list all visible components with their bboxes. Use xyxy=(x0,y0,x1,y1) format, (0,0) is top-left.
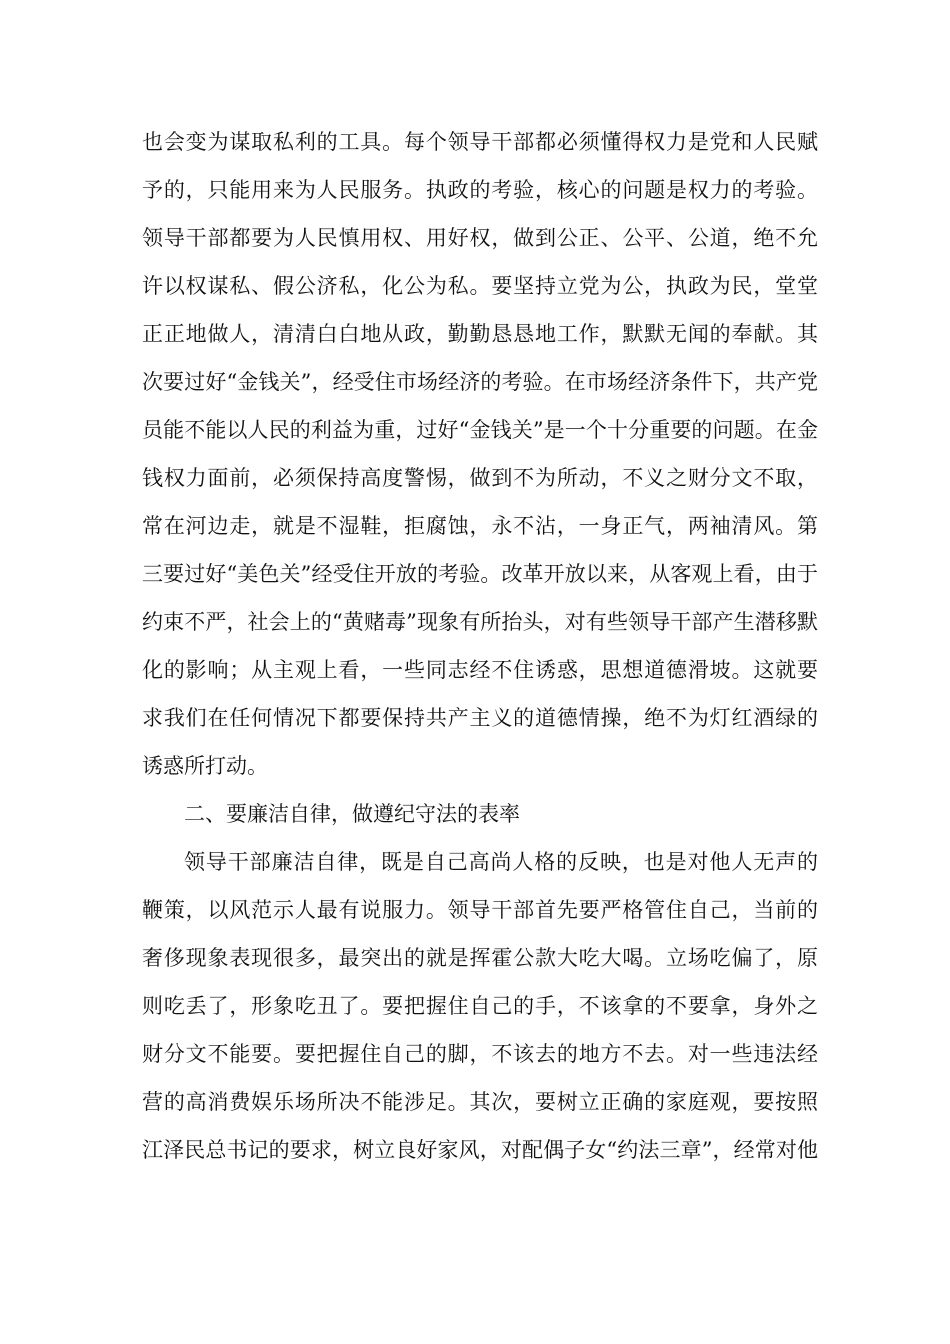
section-heading: 二、要廉洁自律，做遵纪守法的表率 xyxy=(184,802,520,826)
text-line: 江泽民总书记的要求，树立良好家风，对配偶子女“约法三章”，经常对他 xyxy=(142,1138,818,1162)
paragraph-last-line: 诱惑所打动。 xyxy=(142,754,268,778)
text-line: 求我们在任何情况下都要保持共产主义的道德情操，绝不为灯红酒绿的 xyxy=(142,706,818,730)
text-line: 奢侈现象表现很多，最突出的就是挥霍公款大吃大喝。立场吃偏了，原 xyxy=(142,946,818,970)
text-line: 鞭策，以风范示人最有说服力。领导干部首先要严格管住自己，当前的 xyxy=(142,898,818,922)
text-line: 约束不严，社会上的“黄赌毒”现象有所抬头，对有些领导干部产生潜移默 xyxy=(142,610,818,634)
text-line: 也会变为谋取私利的工具。每个领导干部都必须懂得权力是党和人民赋 xyxy=(142,130,818,154)
text-line: 化的影响；从主观上看，一些同志经不住诱惑，思想道德滑坡。这就要 xyxy=(142,658,818,682)
text-line: 许以权谋私、假公济私，化公为私。要坚持立党为公，执政为民，堂堂 xyxy=(142,274,818,298)
text-line: 次要过好“金钱关”，经受住市场经济的考验。在市场经济条件下，共产党 xyxy=(142,370,818,394)
text-line: 三要过好“美色关”经受住开放的考验。改革开放以来，从客观上看，由于 xyxy=(142,562,818,586)
text-line: 营的高消费娱乐场所决不能涉足。其次，要树立正确的家庭观，要按照 xyxy=(142,1090,818,1114)
text-line: 则吃丢了，形象吃丑了。要把握住自己的手，不该拿的不要拿，身外之 xyxy=(142,994,818,1018)
text-line: 钱权力面前，必须保持高度警惕，做到不为所动，不义之财分文不取， xyxy=(142,466,818,490)
text-line: 领导干部都要为人民慎用权、用好权，做到公正、公平、公道，绝不允 xyxy=(142,226,818,250)
paragraph-first-line: 领导干部廉洁自律，既是自己高尚人格的反映，也是对他人无声的 xyxy=(184,850,818,874)
text-line: 员能不能以人民的利益为重，过好“金钱关”是一个十分重要的问题。在金 xyxy=(142,418,818,442)
text-line: 财分文不能要。要把握住自己的脚，不该去的地方不去。对一些违法经 xyxy=(142,1042,818,1066)
text-line: 常在河边走，就是不湿鞋，拒腐蚀，永不沾，一身正气，两袖清风。第 xyxy=(142,514,818,538)
text-line: 予的，只能用来为人民服务。执政的考验，核心的问题是权力的考验。 xyxy=(142,178,818,202)
text-line: 正正地做人，清清白白地从政，勤勤恳恳地工作，默默无闻的奉献。其 xyxy=(142,322,818,346)
